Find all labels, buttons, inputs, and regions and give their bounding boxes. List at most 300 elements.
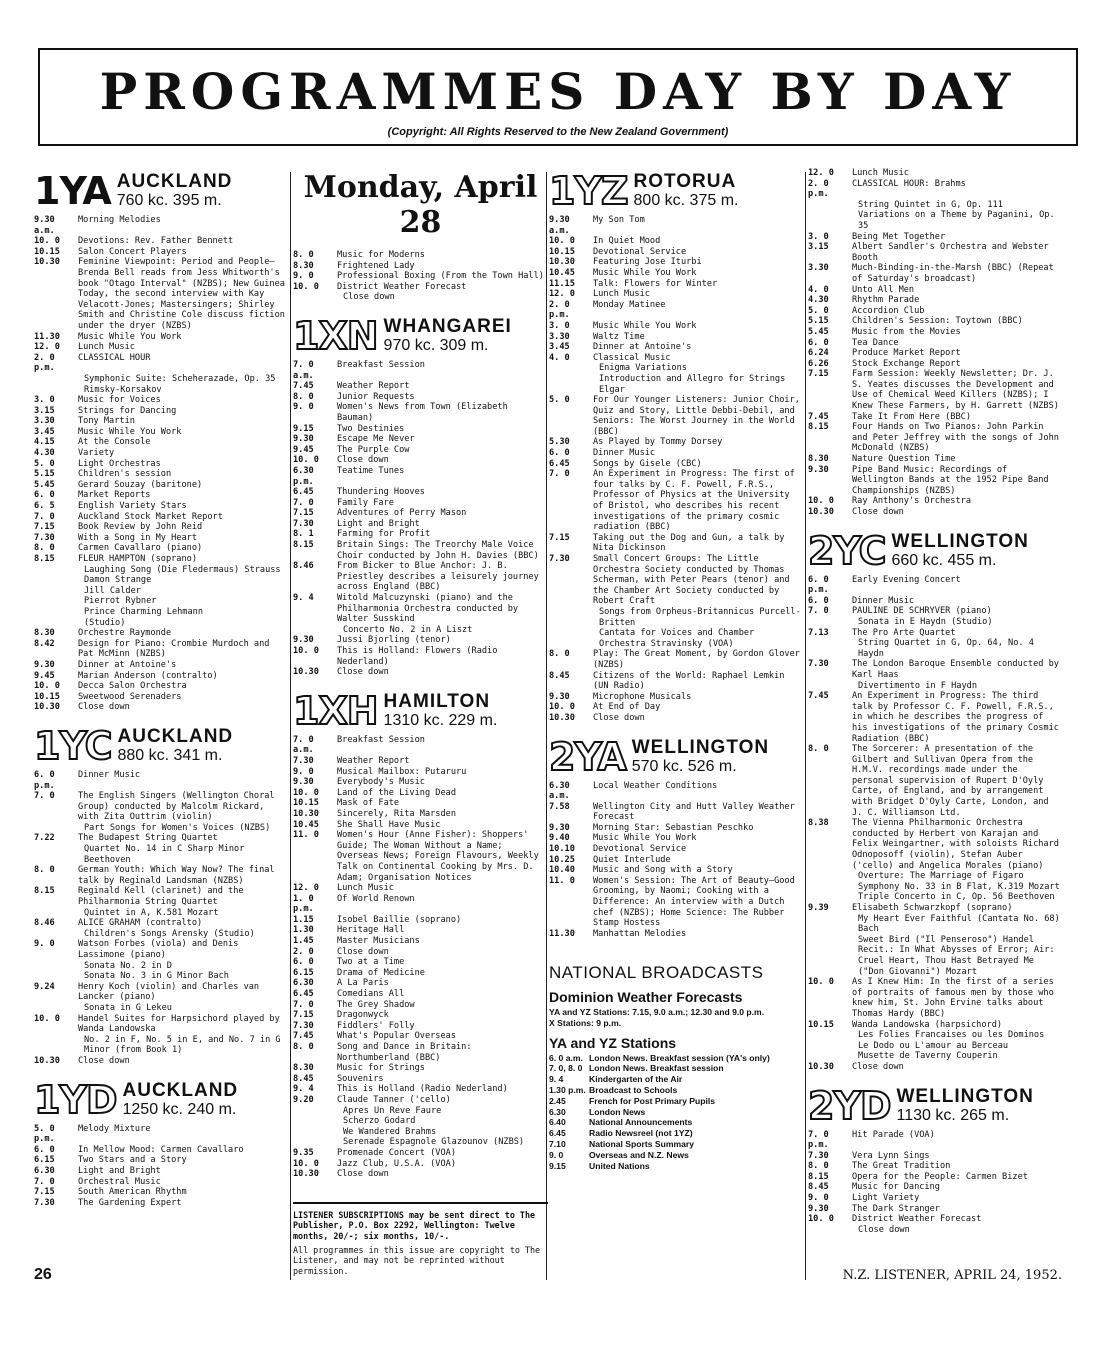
programme-row — [293, 1159, 548, 1170]
programme-row — [34, 865, 288, 886]
programme-time — [549, 363, 593, 374]
programme-row — [549, 823, 805, 834]
programme-row — [808, 168, 1060, 179]
programme-time: 10.10 — [549, 844, 575, 855]
national-time: 9. 0 — [549, 1149, 564, 1160]
programme-title: From Bicker to Blue Anchor: J. B. Priestley describes a leisurely journey across England (BBC) — [337, 561, 539, 593]
weather-line: YA and YZ Stations: 7.15, 9.0 a.m.; 12.30 and 9.0 p.m. — [549, 1007, 765, 1018]
programme-row — [549, 300, 805, 321]
programme-title: Drama of Medicine — [337, 967, 425, 978]
programme-row — [549, 257, 805, 268]
programme-time: 7.30 — [808, 1150, 829, 1161]
programme-row — [293, 947, 548, 958]
programme-row — [34, 918, 288, 929]
programme-title: Nature Question Time — [852, 454, 956, 465]
station-frequency: 760 kc. 395 m. — [116, 192, 222, 209]
programme-row — [34, 681, 288, 692]
programme-time: 12. 0 — [293, 883, 319, 894]
programme-title: Close down — [337, 1169, 389, 1180]
programme-title: Close down — [852, 507, 904, 517]
programme-title: Britain Sings: The Treorchy Male Voice Choir conducted by John H. Davies (BBC) — [337, 540, 539, 561]
station-block — [34, 723, 288, 1077]
programme-time: 7.30 — [34, 532, 55, 543]
programme-title: Music and Song with a Story — [593, 865, 733, 876]
programme-row — [293, 381, 548, 392]
programme-time: 10. 0 — [808, 496, 834, 507]
national-programme: National Announcements — [589, 1117, 693, 1128]
programme-time — [293, 625, 337, 636]
programme-time: 7.30 — [293, 1020, 314, 1031]
station-name: AUCKLAND — [117, 725, 234, 747]
programme-row — [34, 490, 288, 501]
programme-title: Sincerely, Rita Marsden — [337, 808, 456, 819]
programme-row — [808, 871, 1060, 882]
station-block — [549, 734, 805, 950]
programme-title: Carmen Cavallaro (piano) — [78, 543, 203, 554]
national-programme: Overseas and N.Z. News — [589, 1149, 689, 1160]
programme-row — [808, 348, 1060, 359]
programme-time: 4. 0 — [808, 284, 829, 295]
programme-row — [549, 332, 805, 343]
programme-time — [808, 617, 852, 628]
programme-row — [34, 374, 288, 395]
programme-title: Close down — [337, 946, 389, 957]
programme-title: Music While You Work — [78, 331, 182, 342]
programme-title: Master Musicians — [337, 936, 420, 947]
programme-time: 6. 0 — [808, 337, 829, 348]
programme-row — [808, 818, 1060, 871]
programme-title: South American Rhythm — [78, 1187, 187, 1198]
programme-time — [293, 1137, 337, 1148]
programme-row — [808, 507, 1060, 518]
programme-title: Symphony No. 33 in B Flat, K.319 Mozart — [858, 881, 1060, 892]
programme-row — [293, 820, 548, 831]
programme-title: Wanda Landowska (harpsichord) — [852, 1019, 1003, 1030]
programme-time: 3.45 — [34, 426, 55, 437]
programme-time — [34, 596, 78, 607]
programme-time — [34, 844, 78, 865]
programme-row — [293, 1106, 548, 1117]
programme-row — [34, 586, 288, 597]
programme-time — [34, 1035, 78, 1056]
programme-title: Albert Sandler's Orchestra and Webster Booth — [852, 242, 1049, 263]
programme-title: My Son Tom — [593, 215, 645, 225]
programme-time: 9.20 — [293, 1094, 314, 1105]
programme-row — [34, 1145, 288, 1156]
programme-time: 9.45 — [293, 444, 314, 455]
national-broadcasts — [549, 963, 805, 1171]
programme-time: 10.30 — [808, 507, 834, 517]
programme-row — [293, 767, 548, 778]
programme-title: Light Variety — [852, 1193, 920, 1204]
programme-row — [34, 543, 288, 554]
national-programme: London News. Breakfast session (YA's only) — [589, 1052, 770, 1063]
station-frequency: 1250 kc. 240 m. — [122, 1100, 237, 1118]
programme-title: Accordion Club — [852, 305, 925, 316]
programme-title: Morning Star: Sebastian Peschko — [593, 822, 754, 833]
column-divider — [290, 172, 291, 1280]
programme-time: 8.15 — [293, 540, 314, 551]
programme-row — [808, 945, 1060, 977]
programme-row — [808, 1130, 1060, 1151]
programme-title: Local Weather Conditions — [593, 780, 718, 791]
programme-time: 2. 0 — [293, 946, 314, 957]
station-frequency: 1130 kc. 265 m. — [896, 1106, 1010, 1124]
station-callsign: 1YD — [34, 1077, 117, 1122]
programme-time: 9. 0 — [293, 402, 314, 413]
programme-title: Dragonwyck — [337, 1010, 389, 1021]
programme-title: Light and Bright — [337, 518, 420, 529]
station-callsign: 1XH — [293, 688, 378, 733]
programme-title: The English Singers (Wellington Choral Group) conducted by Malcolm Rickard, with Zita Outtrim (violin) — [78, 791, 275, 823]
programme-row — [808, 179, 1060, 200]
programme-time: 10.15 — [808, 1019, 834, 1030]
national-row — [549, 1085, 805, 1096]
programme-row — [293, 561, 548, 593]
programme-time: 10.30 — [293, 667, 319, 678]
programme-row — [34, 257, 288, 331]
programme-title: Quartet No. 14 in C Sharp Minor Beethoven — [84, 844, 245, 865]
programme-title: Cantata for Voices and Chamber Orchestra Stravinsky (VOA) — [599, 628, 755, 649]
national-time: 6.40 — [549, 1117, 566, 1128]
programme-row — [34, 522, 288, 533]
programme-time: 8. 0 — [34, 543, 55, 554]
programme-row — [549, 236, 805, 247]
programme-title: Recit.: In What Abysses of Error; Air: Cruel Heart, Thou Hast Betrayed Me ("Don Giovanni") Mozart — [858, 945, 1055, 977]
programme-title: Classical Music — [593, 352, 671, 363]
programme-time: 7.30 — [293, 755, 314, 766]
programme-time: 7.15 — [293, 1010, 314, 1021]
programme-time: 7.30 — [808, 659, 829, 670]
programme-time: 9.30 — [549, 822, 570, 833]
programme-title: Close down — [858, 1224, 910, 1235]
programme-title: The Pro Arte Quartet — [852, 627, 956, 638]
programme-title: Jazz Club, U.S.A. (VOA) — [337, 1158, 456, 1169]
programme-row — [34, 215, 288, 236]
programme-time: 10. 0 — [293, 455, 319, 466]
programme-title: Tea Dance — [852, 337, 899, 348]
programme-title: Take It From Here (BBC) — [852, 411, 971, 422]
programme-row — [808, 295, 1060, 306]
station-callsign: 1XN — [293, 313, 378, 358]
programme-time: 10.30 — [549, 257, 575, 268]
column-2 — [293, 168, 548, 1280]
programme-time: 8.38 — [808, 818, 829, 829]
programme-time — [293, 1106, 337, 1117]
station-name: AUCKLAND — [116, 171, 233, 192]
national-row — [549, 1053, 805, 1064]
programme-time: 10. 0 — [293, 281, 319, 292]
programme-time: 3. 0 — [808, 231, 829, 242]
programme-row — [549, 607, 805, 628]
programme-title: An Experiment in Progress: The first of four talks by C. F. Powell, F.R.S., Professor of Physics at the University of Bristol, who describes his recent investigations of the primary cosmic radiation (BBC) — [593, 469, 795, 533]
programme-row — [549, 855, 805, 866]
national-time: 9. 4 — [549, 1074, 564, 1085]
programme-time: 10.15 — [34, 691, 60, 702]
programme-row — [549, 671, 805, 692]
programme-time: 9. 0 — [34, 939, 55, 950]
programme-time: 10.45 — [293, 819, 319, 830]
programme-time: 9.30 — [293, 434, 314, 445]
programme-row — [808, 327, 1060, 338]
programme-time: 4.30 — [34, 448, 55, 459]
programme-row — [34, 512, 288, 523]
programme-row — [34, 406, 288, 417]
programme-time: 4.30 — [808, 295, 829, 306]
programme-time — [808, 638, 852, 659]
programme-title: Four Hands on Two Pianos: John Parkin and Peter Jeffrey with the songs of John McDonald (NZBS) — [852, 422, 1059, 454]
programme-row — [549, 268, 805, 279]
programme-row — [808, 628, 1060, 639]
programme-time — [808, 871, 852, 882]
programme-row — [808, 200, 1060, 211]
programme-title: Music While You Work — [593, 267, 697, 278]
programme-title: Featuring Jose Iturbi — [593, 257, 702, 268]
page-title: PROGRAMMES DAY BY DAY — [99, 62, 1017, 121]
programme-time: 7.15 — [549, 532, 570, 543]
national-programme: Broadcast to Schools — [589, 1084, 678, 1095]
programme-title: Salon Concert Players — [78, 246, 187, 257]
programme-time: 6.30 — [293, 978, 314, 989]
programme-row — [549, 289, 805, 300]
programme-title: A La Paris — [337, 978, 389, 989]
programme-row — [293, 635, 548, 646]
programme-time: 6.45 — [293, 989, 314, 1000]
station-info — [634, 172, 739, 209]
programme-title: Watson Forbes (viola) and Denis Lassimone (piano) — [78, 939, 239, 960]
programme-time: 11.15 — [549, 278, 575, 289]
programme-title: Talk: Flowers for Winter — [593, 278, 718, 289]
station-block — [808, 168, 1060, 528]
national-time: 7.10 — [549, 1138, 566, 1149]
national-programme: National Sports Summary — [589, 1138, 695, 1149]
programme-title: Symphonic Suite: Scheherazade, Op. 35 Rimsky-Korsakov — [84, 373, 276, 395]
programme-row — [34, 908, 288, 919]
programme-time — [34, 908, 78, 919]
programme-row — [808, 1062, 1060, 1073]
programme-title: Breakfast Session — [337, 359, 425, 370]
programme-title: Dinner Music — [78, 769, 141, 780]
programme-time — [808, 1030, 852, 1041]
programme-row — [808, 935, 1060, 946]
national-row — [549, 1139, 805, 1150]
programme-row — [808, 1204, 1060, 1215]
programme-row — [808, 232, 1060, 243]
programme-time — [808, 945, 852, 977]
programme-row — [34, 628, 288, 639]
programme-title: Morning Melodies — [78, 215, 161, 225]
programme-row — [293, 667, 548, 678]
programme-time: 10. 0 — [293, 646, 319, 656]
programme-title: Taking out the Dog and Gun, a talk by Nita Dickinson — [593, 532, 785, 554]
programme-title: Songs from Orpheus-Britannicus Purcell-Britten — [599, 606, 801, 628]
programme-title: Children's Songs Arensky (Studio) — [84, 928, 255, 939]
programme-time: 7.30 — [549, 554, 570, 564]
programme-time: 1.45 — [293, 936, 314, 947]
programme-time: 7.15 — [293, 508, 314, 519]
programme-title: Damon Strange — [84, 575, 152, 586]
programme-title: Jill Calder — [84, 585, 141, 596]
programme-row — [293, 735, 548, 756]
programme-row — [293, 1169, 548, 1180]
programme-title: Adventures of Perry Mason — [337, 508, 467, 519]
programme-title: Claude Tanner ('cello) — [337, 1094, 451, 1105]
station-frequency: 660 kc. 455 m. — [891, 551, 997, 569]
programme-title: The Dark Stranger — [852, 1203, 940, 1214]
programme-title: Sonata No. 2 in D — [84, 960, 172, 971]
station-header — [34, 169, 288, 213]
programme-row — [34, 791, 288, 823]
programme-time: 10.30 — [34, 257, 60, 268]
programme-time — [34, 971, 78, 982]
national-title: NATIONAL BROADCASTS — [549, 963, 764, 983]
programme-row — [808, 744, 1060, 818]
programme-title: Lunch Music — [593, 289, 650, 300]
programme-time: 7.45 — [808, 691, 829, 702]
programme-row — [549, 342, 805, 353]
programme-row — [549, 929, 805, 940]
programme-row — [34, 247, 288, 258]
programme-row — [34, 961, 288, 972]
programme-row — [34, 575, 288, 586]
programme-row — [34, 939, 288, 960]
programme-row — [34, 1198, 288, 1209]
programme-time: 8.30 — [293, 1063, 314, 1074]
programme-title: Enigma Variations — [599, 363, 687, 374]
programme-row — [34, 501, 288, 512]
programme-title: The London Baroque Ensemble conducted by Karl Haas — [852, 659, 1059, 680]
programme-time: 7. 0 a.m. — [293, 359, 314, 381]
programme-row — [34, 660, 288, 671]
programme-time: 9. 0 — [293, 271, 314, 282]
programme-time: 7.45 — [293, 1031, 314, 1042]
programme-time: 6.15 — [293, 967, 314, 978]
programme-row — [808, 1193, 1060, 1204]
programme-title: Part Songs for Women's Voices (NZBS) — [84, 822, 271, 833]
programme-title: Serenade Espagnole Glazounov (NZBS) — [343, 1137, 525, 1148]
programme-title: English Variety Stars — [78, 501, 187, 512]
station-block — [293, 313, 548, 688]
programme-time: 7.45 — [293, 381, 314, 392]
programme-row — [808, 1172, 1060, 1183]
programme-time — [808, 914, 852, 935]
programme-row — [293, 925, 548, 936]
programme-title: String Quartet in G, Op. 64, No. 4 Haydn — [858, 638, 1034, 659]
programme-title: No. 2 in F, No. 5 in E, and No. 7 in G Minor (from Book 1) — [84, 1034, 281, 1056]
programme-row — [293, 957, 548, 968]
weather-title: Dominion Weather Forecasts — [549, 989, 743, 1006]
national-row — [549, 1161, 805, 1172]
programme-title: Music from the Movies — [852, 326, 961, 337]
programme-time: 9.15 — [293, 423, 314, 434]
programme-title: Light and Bright — [78, 1165, 161, 1176]
programme-title: My Heart Ever Faithful (Cantata No. 68) Bach — [858, 913, 1060, 935]
programme-time — [549, 628, 593, 649]
national-time: 2.45 — [549, 1095, 566, 1106]
programme-time — [34, 1003, 78, 1014]
national-row — [549, 1150, 805, 1161]
programme-time: 10. 0 — [293, 1158, 319, 1169]
day-heading: Monday, April 28 — [303, 170, 538, 240]
programme-time — [549, 607, 593, 628]
programme-title: Weather Report — [337, 381, 410, 392]
programme-title: The Great Tradition — [852, 1161, 951, 1172]
programme-time — [808, 882, 852, 893]
programme-time: 7. 0 — [34, 511, 55, 522]
programme-row — [293, 445, 548, 456]
programme-time: 9.30 — [293, 777, 314, 788]
programme-title: Women's Session: The Art of Beauty—Good Grooming, by Naomi; Cooking with a Difference: An interview with a Dutch chef (NZBS); Home Science: The Rubber Stamp Hostess — [593, 875, 795, 929]
station-frequency: 880 kc. 341 m. — [117, 746, 223, 764]
programme-row — [808, 369, 1060, 411]
programme-title: Apres Un Reve Faure — [343, 1105, 442, 1116]
programme-time: 10.40 — [549, 865, 575, 876]
programme-row — [293, 292, 548, 303]
programme-time: 7.30 — [293, 518, 314, 529]
programme-row — [293, 968, 548, 979]
programme-title: Les Folies Francaises ou les Dominos — [858, 1030, 1045, 1041]
programme-title: FLEUR HAMPTON (soprano) — [78, 554, 197, 564]
programme-title: Tony Martin — [78, 416, 135, 427]
programme-title: Divertimento in F Haydn — [858, 680, 977, 691]
national-programme: Kindergarten of the Air — [589, 1074, 683, 1085]
programme-title: Music for Voices — [78, 395, 161, 406]
programme-row — [549, 353, 805, 364]
national-row — [549, 1107, 805, 1118]
station-name: WHANGAREI — [383, 315, 512, 337]
programme-title: At End of Day — [593, 702, 661, 713]
programme-time: 6.15 — [34, 1155, 55, 1166]
programme-row — [34, 332, 288, 343]
programme-title: Frightened Lady — [337, 260, 415, 271]
programme-row — [34, 353, 288, 374]
programme-time: 5. 0 — [549, 395, 570, 406]
programme-time: 10.45 — [549, 267, 575, 278]
programme-title: German Youth: Which Way Now? The final talk by Reginald Landsman (NZBS) — [78, 865, 275, 886]
programme-time: 4. 0 — [549, 352, 570, 363]
programme-row — [808, 606, 1060, 617]
programme-time: 9. 0 — [293, 766, 314, 777]
programme-time: 6. 0 — [808, 595, 829, 606]
programme-title: Stock Exchange Report — [852, 358, 961, 369]
yayz-title: YA and YZ Stations — [549, 1034, 677, 1051]
programme-title: Strings for Dancing — [78, 405, 177, 416]
programme-row — [549, 628, 805, 649]
programme-time: 9.30 — [293, 635, 314, 646]
programme-time: 10. 0 — [34, 1013, 60, 1024]
programme-row — [34, 1187, 288, 1198]
programme-time: 8.46 — [293, 561, 314, 572]
programme-time: 12. 0 — [34, 342, 60, 353]
programme-time: 10.15 — [34, 246, 60, 257]
programme-title: Music While You Work — [78, 426, 182, 437]
station-frequency: 570 kc. 526 m. — [631, 757, 737, 775]
programme-row — [549, 448, 805, 459]
programme-title: Lunch Music — [852, 168, 909, 178]
programme-row — [549, 215, 805, 236]
column-1 — [34, 168, 288, 1280]
programme-time: 5. 0 p.m. — [34, 1123, 55, 1145]
programme-row — [808, 882, 1060, 893]
programme-row — [549, 533, 805, 554]
programme-title: Play: The Great Moment, by Gordon Glover (NZBS) — [593, 649, 800, 670]
station-callsign: 1YC — [34, 723, 112, 768]
programme-title: The Budapest String Quartet — [78, 833, 218, 844]
programme-title: Close down — [852, 1061, 904, 1072]
programme-time: 9. 4 — [293, 1084, 314, 1095]
programme-time: 11. 0 — [549, 875, 575, 886]
programme-time — [34, 823, 78, 834]
